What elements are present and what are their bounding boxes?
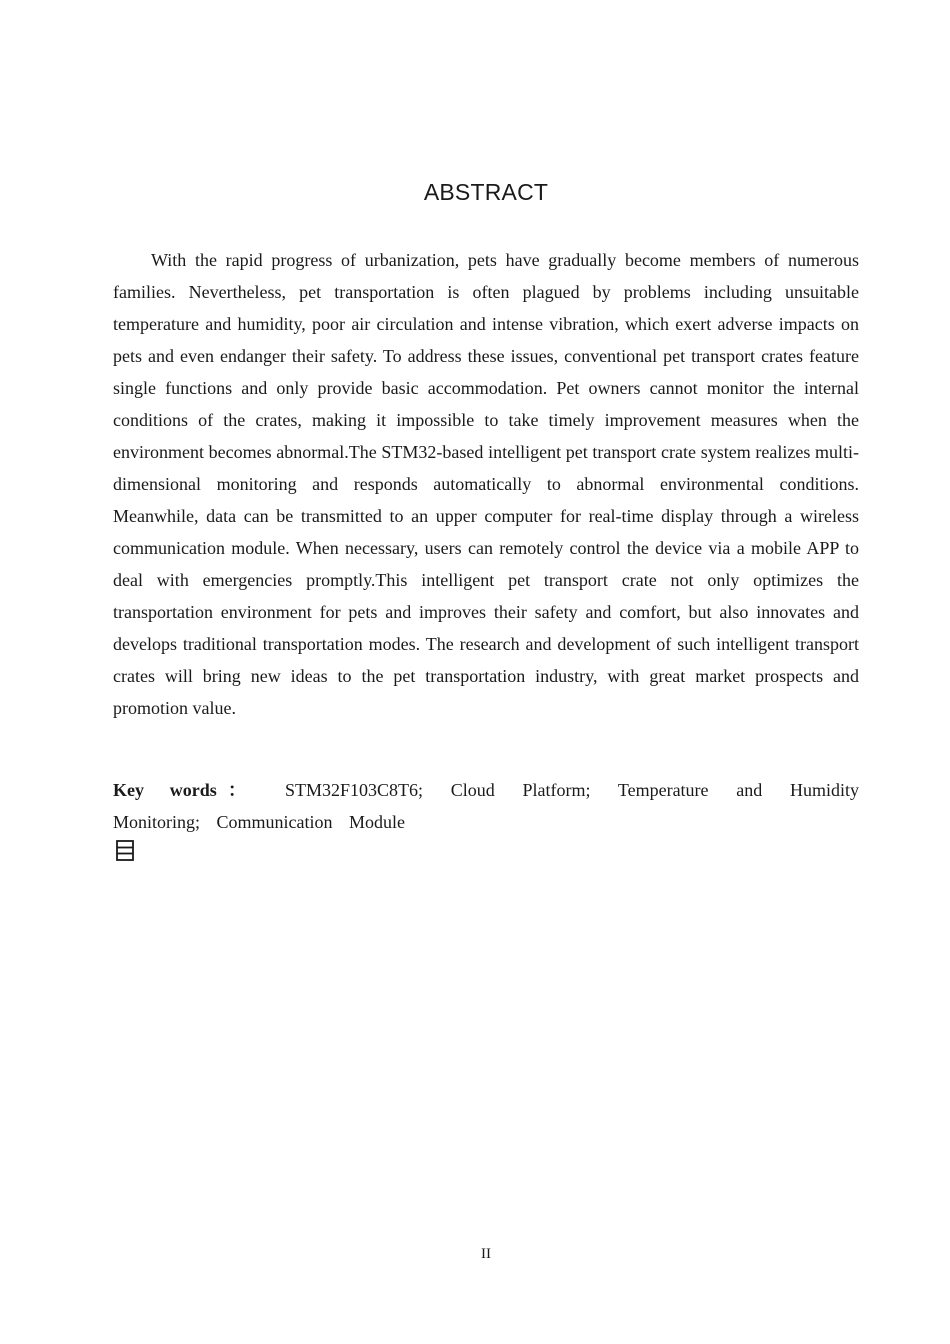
keywords-text: STM32F103C8T6; Cloud Platform; Temperature and Humidity Monitoring; Communication Module — [113, 780, 860, 832]
page-number: II — [481, 1246, 491, 1262]
abstract-body: With the rapid progress of urbanization, pets have gradually become members of numerous families. Nevertheless, pet transportation is often plagued by problems including unsuitable temperature and humidity, poor air circulation and intense vibration, which exert adverse impacts on pets and even endanger their safety. To address these issues, conventional pet transport crates feature single functions and only provide basic accommodation. Pet owners cannot monitor the internal conditions of the crates, making it impossible to take timely improvement measures when the environment becomes abnormal.The STM32-based intelligent pet transport crate system realizes multi-dimensional monitoring and responds automatically to abnormal environmental conditions. Meanwhile, data can be transmitted to an upper computer for real-time display through a wireless communication module. When necessary, users can remotely control the device via a mobile APP to deal with emergencies promptly.This intelligent pet transport crate not only optimizes the transportation environment for pets and improves their safety and comfort, but also innovates and develops traditional transportation modes. The research and development of such intelligent transport crates will bring new ideas to the pet transportation industry, with great market prospects and promotion value. — [113, 250, 859, 718]
keywords-label: Key words： — [113, 780, 258, 800]
abstract-title: ABSTRACT — [423, 179, 549, 205]
toc-glyph-icon — [113, 838, 137, 864]
keywords-line — [113, 774, 859, 838]
